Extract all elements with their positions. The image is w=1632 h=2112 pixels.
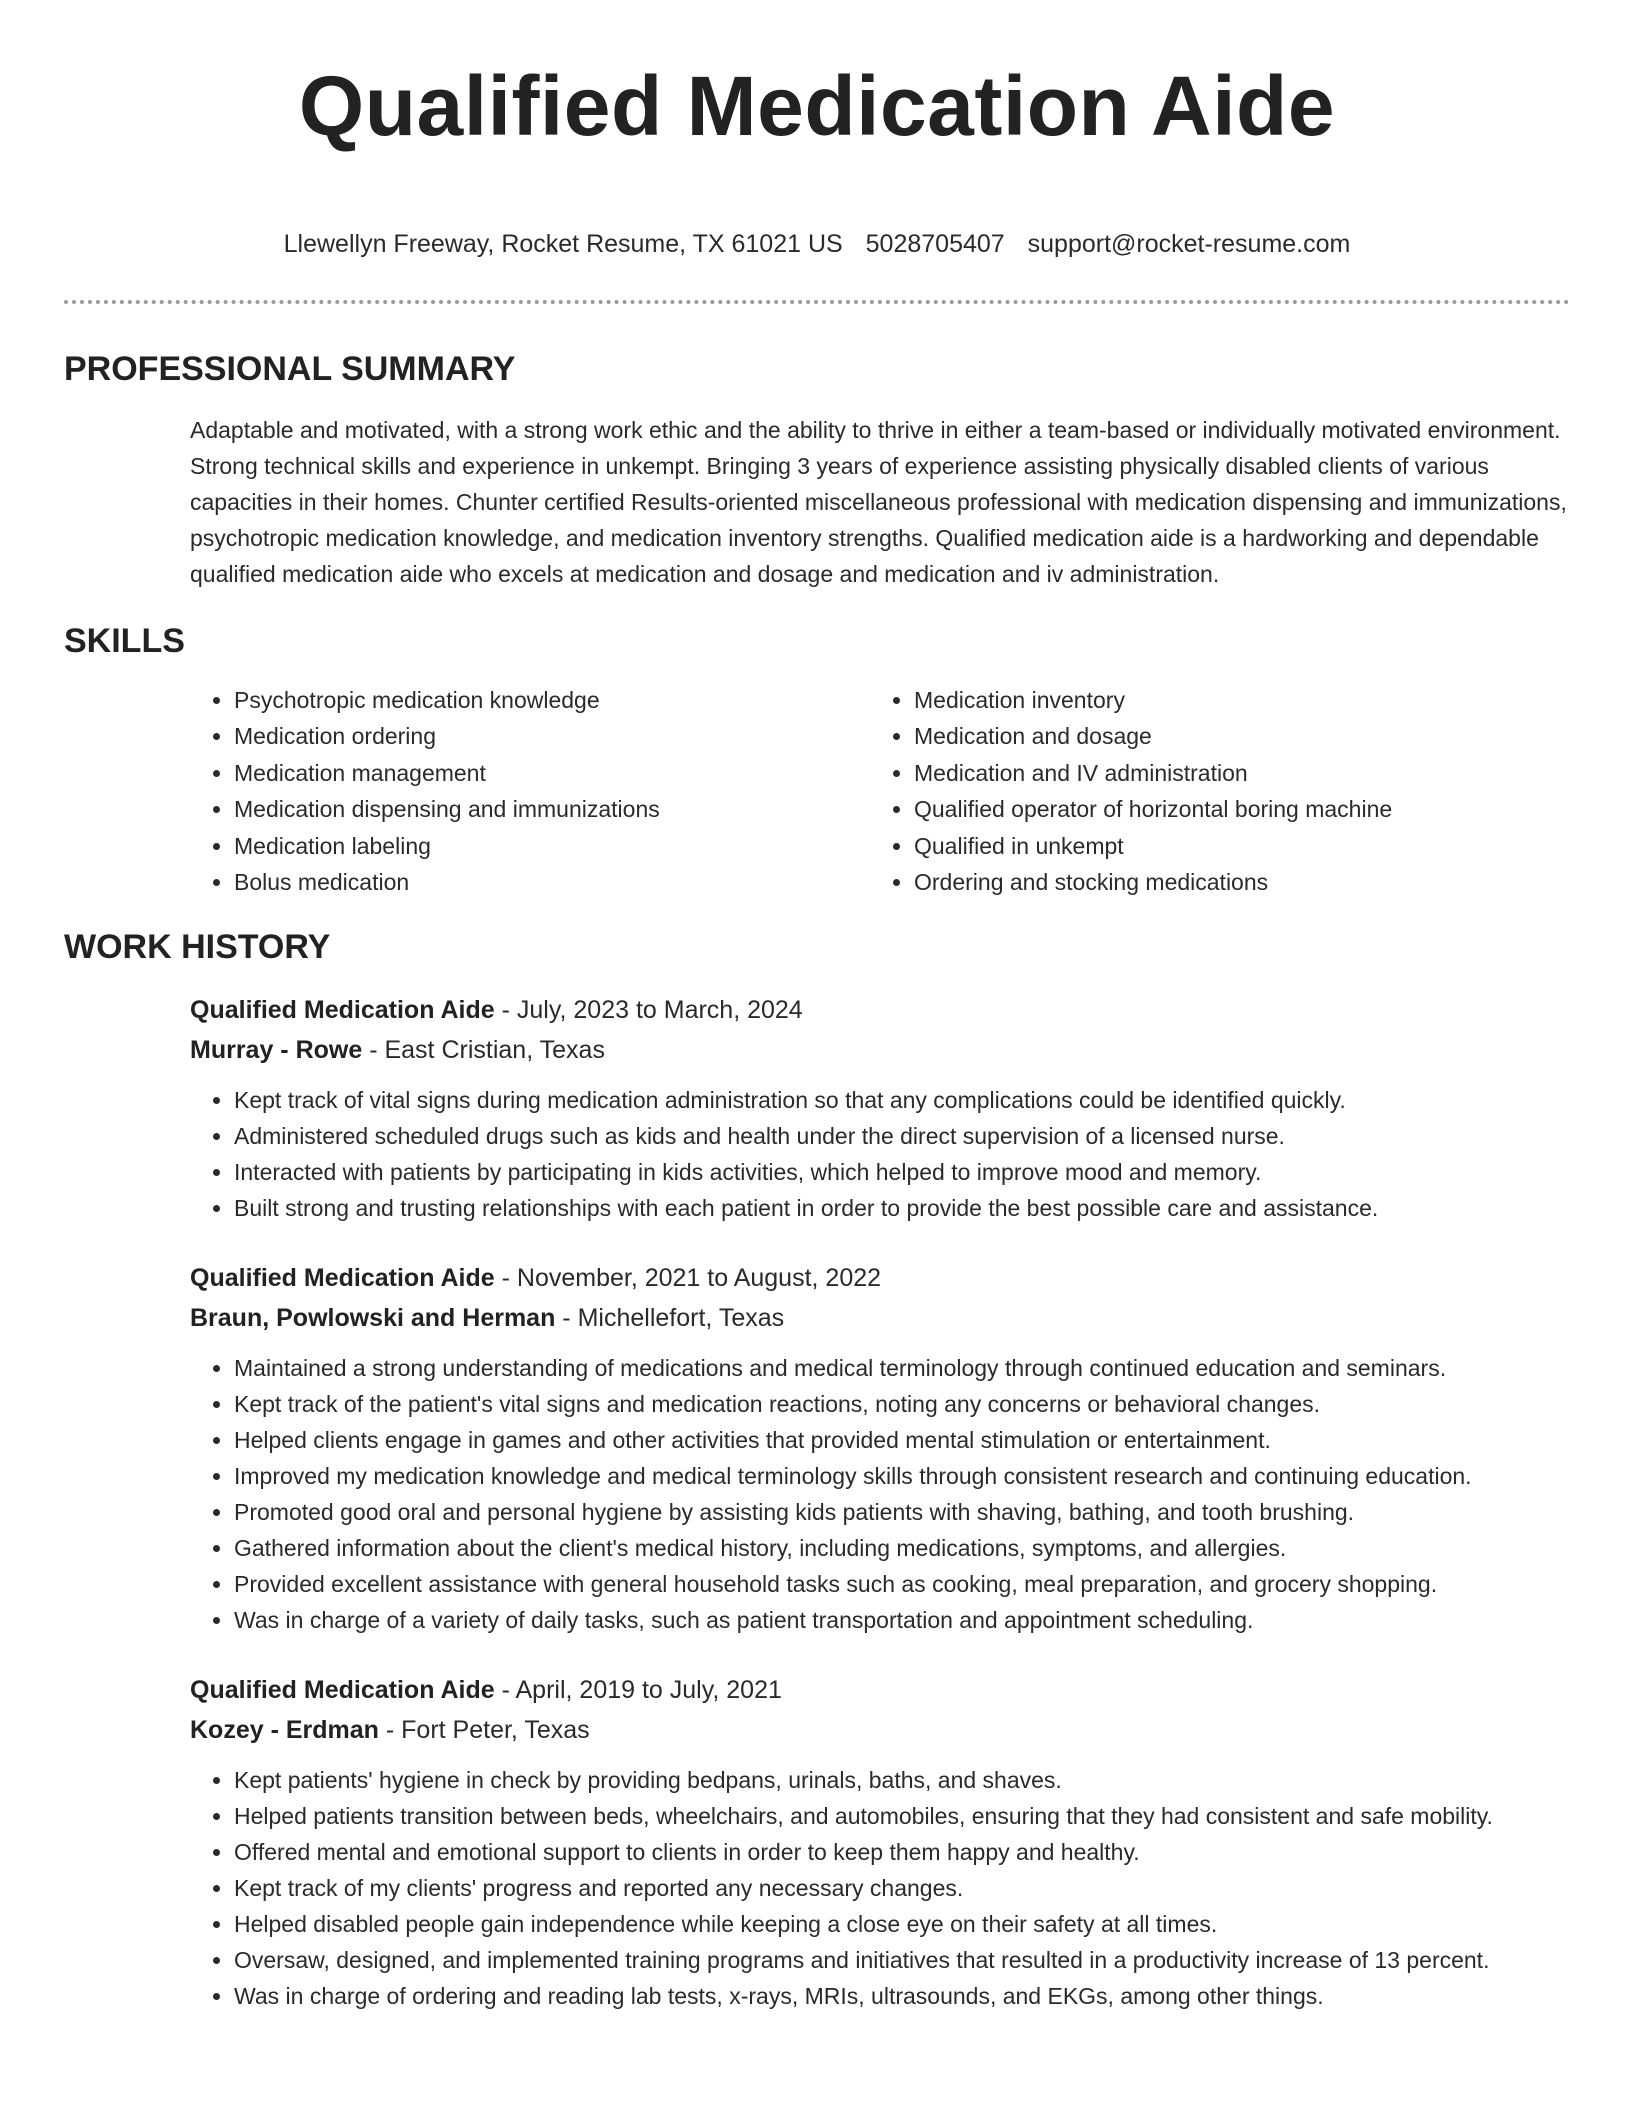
job-bullet: • Improved my medication knowledge and medical terminology skills through consistent research and continuing education. xyxy=(234,1458,1570,1494)
job-entry xyxy=(190,1258,1570,1638)
job-bullet: • Promoted good oral and personal hygiene by assisting kids patients with shaving, bathing, and tooth brushing. xyxy=(234,1494,1570,1530)
job-title-line xyxy=(190,990,1570,1030)
skill-item: • Medication and dosage xyxy=(914,718,1550,754)
skill-item: • Medication ordering xyxy=(234,718,870,754)
job-entry xyxy=(190,1670,1570,2014)
job-company-line xyxy=(190,1030,1570,1070)
job-bullets xyxy=(190,1350,1570,1638)
contact-address: Llewellyn Freeway, Rocket Resume, TX 61021 US xyxy=(283,230,843,258)
job-bullet: • Was in charge of a variety of daily tasks, such as patient transportation and appointment scheduling. xyxy=(234,1602,1570,1638)
job-company: Kozey - Erdman xyxy=(190,1716,379,1745)
job-bullet: • Administered scheduled drugs such as kids and health under the direct supervision of a licensed nurse. xyxy=(234,1118,1570,1154)
skill-item: • Medication dispensing and immunizations xyxy=(234,791,870,827)
skills-column-left xyxy=(190,682,870,900)
job-company-line xyxy=(190,1710,1570,1750)
job-bullet: • Kept track of vital signs during medication administration so that any complications could be identified quickly. xyxy=(234,1082,1570,1118)
job-bullet: • Built strong and trusting relationships with each patient in order to provide the best possible care and assistance. xyxy=(234,1190,1570,1226)
job-company: Braun, Powlowski and Herman xyxy=(190,1304,556,1333)
candidate-name: Qualified Medication Aide xyxy=(298,59,1336,153)
job-dates: - November, 2021 to August, 2022 xyxy=(494,1264,882,1293)
job-bullet: • Gathered information about the client's medical history, including medications, symptoms, and allergies. xyxy=(234,1530,1570,1566)
job-bullet: • Offered mental and emotional support to clients in order to keep them happy and healthy. xyxy=(234,1834,1570,1870)
contact-line xyxy=(64,228,1570,260)
job-bullet: • Was in charge of ordering and reading lab tests, x-rays, MRIs, ultrasounds, and EKGs, among other things. xyxy=(234,1978,1570,2014)
skill-item: • Qualified operator of horizontal boring machine xyxy=(914,791,1550,827)
summary-heading: PROFESSIONAL SUMMARY xyxy=(64,350,516,388)
contact-phone: 5028705407 xyxy=(865,230,1005,258)
job-bullet: • Provided excellent assistance with general household tasks such as cooking, meal preparation, and grocery shopping. xyxy=(234,1566,1570,1602)
job-location: - Fort Peter, Texas xyxy=(378,1716,590,1745)
job-bullet: • Interacted with patients by participating in kids activities, which helped to improve mood and memory. xyxy=(234,1154,1570,1190)
skill-item: • Psychotropic medication knowledge xyxy=(234,682,870,718)
job-location: - Michellefort, Texas xyxy=(555,1304,785,1333)
job-role: Qualified Medication Aide xyxy=(190,1264,495,1293)
contact-email: support@rocket-resume.com xyxy=(1027,230,1351,258)
job-bullet: • Kept track of my clients' progress and reported any necessary changes. xyxy=(234,1870,1570,1906)
skills-heading: SKILLS xyxy=(64,622,185,660)
job-title-line xyxy=(190,1258,1570,1298)
job-entry xyxy=(190,990,1570,1226)
skill-item: • Bolus medication xyxy=(234,864,870,900)
job-company-line xyxy=(190,1298,1570,1338)
job-location: - East Cristian, Texas xyxy=(362,1036,605,1065)
job-role: Qualified Medication Aide xyxy=(190,996,495,1025)
skill-item: • Medication labeling xyxy=(234,828,870,864)
job-bullet: • Helped clients engage in games and other activities that provided mental stimulation or entertainment. xyxy=(234,1422,1570,1458)
job-bullets xyxy=(190,1082,1570,1226)
header-divider xyxy=(64,300,1570,304)
job-bullet: • Kept track of the patient's vital signs and medication reactions, noting any concerns or behavioral changes. xyxy=(234,1386,1570,1422)
job-bullets xyxy=(190,1762,1570,2014)
job-bullet: • Helped disabled people gain independence while keeping a close eye on their safety at all times. xyxy=(234,1906,1570,1942)
job-bullet: • Helped patients transition between beds, wheelchairs, and automobiles, ensuring that they had consistent and safe mobility. xyxy=(234,1798,1570,1834)
skill-item: • Medication and IV administration xyxy=(914,755,1550,791)
skill-item: • Medication inventory xyxy=(914,682,1550,718)
work-history-heading: WORK HISTORY xyxy=(64,928,331,967)
job-company: Murray - Rowe xyxy=(190,1036,363,1065)
job-title-line xyxy=(190,1670,1570,1710)
skills-list xyxy=(190,682,1570,900)
resume-page xyxy=(64,0,1570,2014)
skill-item: • Medication management xyxy=(234,755,870,791)
skill-item: • Qualified in unkempt xyxy=(914,828,1550,864)
summary-text: Adaptable and motivated, with a strong work ethic and the ability to thrive in either a team-based or individually motivated environment. Strong technical skills and experience in unkempt. Bringing 3 years of experience assisting physically disabled clients of various capacities in their homes. Chunter certified Results-oriented miscellaneous professional with medication dispensing and immunizations, psychotropic medication knowledge, and medication inventory strengths. Qualified medication aide is a hardworking and dependable qualified medication aide who excels at medication and dosage and medication and iv administration. xyxy=(190,417,1567,587)
job-role: Qualified Medication Aide xyxy=(190,1676,495,1705)
job-bullet: • Oversaw, designed, and implemented training programs and initiatives that resulted in a productivity increase of 13 percent. xyxy=(234,1942,1570,1978)
skill-item: • Ordering and stocking medications xyxy=(914,864,1550,900)
skills-column-right xyxy=(870,682,1550,900)
job-dates: - July, 2023 to March, 2024 xyxy=(494,996,803,1025)
job-bullet: • Kept patients' hygiene in check by providing bedpans, urinals, baths, and shaves. xyxy=(234,1762,1570,1798)
job-bullet: • Maintained a strong understanding of medications and medical terminology through continued education and seminars. xyxy=(234,1350,1570,1386)
job-dates: - April, 2019 to July, 2021 xyxy=(494,1676,782,1705)
